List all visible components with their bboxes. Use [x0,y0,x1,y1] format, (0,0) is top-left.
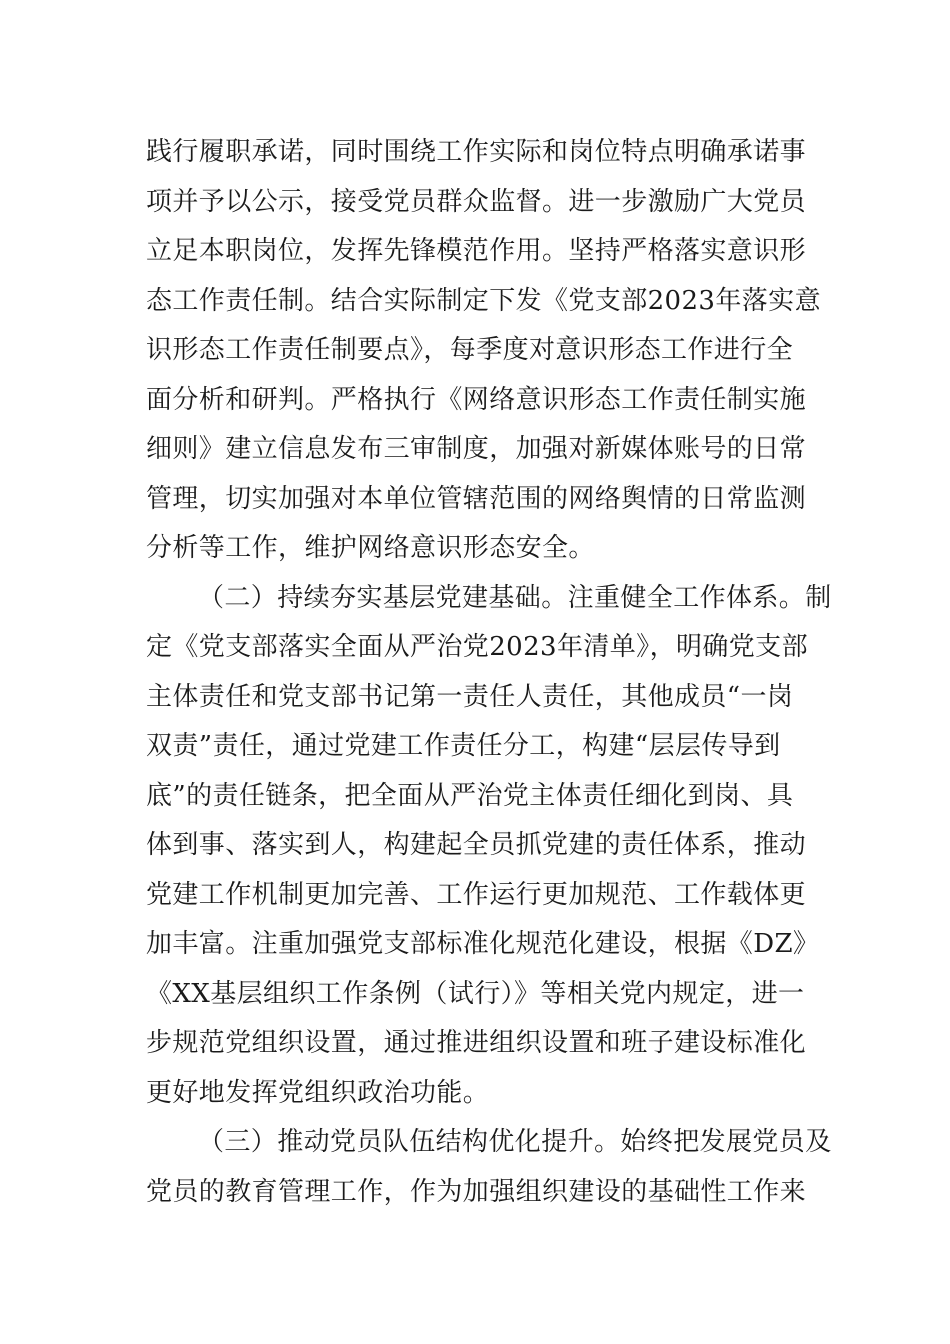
text-line-first: （三）推动党员队伍结构优化提升。始终把发展党员及 [198,1127,832,1157]
text-line: 步规范党组织设置，通过推进组织设置和班子建设标准化 [146,1028,807,1058]
text-line: 践行履职承诺，同时围绕工作实际和岗位特点明确承诺事 [146,137,807,167]
paragraph-1 [146,128,821,574]
text-line: 定《党支部落实全面从严治党2023年清单》，明确党支部 [146,632,808,662]
text-line: 识形态工作责任制要点》，每季度对意识形态工作进行全 [146,335,794,365]
text-line: 分析等工作，维护网络意识形态安全。 [146,533,595,563]
document-body [146,128,832,1217]
text-line: 项并予以公示，接受党员群众监督。进一步激励广大党员 [146,186,807,217]
text-line: 面分析和研判。严格执行《网络意识形态工作责任制实施 [146,384,807,415]
text-line: 更好地发挥党组织政治功能。 [146,1077,490,1108]
paragraph-2 [146,574,832,1119]
text-line: 《XX基层组织工作条例（试行）》等相关党内规定，进一 [146,978,805,1009]
text-line: 党员的教育管理工作，作为加强组织建设的基础性工作来 [146,1176,807,1207]
text-line: 党建工作机制更加完善、工作运行更加规范、工作载体更 [146,879,807,910]
text-line: 双责”责任，通过党建工作责任分工，构建“层层传导到 [146,731,781,761]
text-line: 细则》建立信息发布三审制度，加强对新媒体账号的日常 [146,434,807,464]
text-line: 主体责任和党支部书记第一责任人责任，其他成员“一岗 [146,681,794,712]
text-line: 加丰富。注重加强党支部标准化规范化建设，根据《DZ》 [146,929,820,959]
text-line: 管理，切实加强对本单位管辖范围的网络舆情的日常监测 [146,483,807,514]
text-line: 体到事、落实到人，构建起全员抓党建的责任体系，推动 [146,830,807,860]
text-line: 立足本职岗位，发挥先锋模范作用。坚持严格落实意识形 [146,236,807,266]
text-line-first: （二）持续夯实基层党建基础。注重健全工作体系。制 [198,582,832,613]
text-line: 底”的责任链条，把全面从严治党主体责任细化到岗、具 [146,780,794,811]
paragraph-3 [146,1118,832,1217]
text-line: 态工作责任制。结合实际制定下发《党支部2023年落实意 [146,285,821,316]
